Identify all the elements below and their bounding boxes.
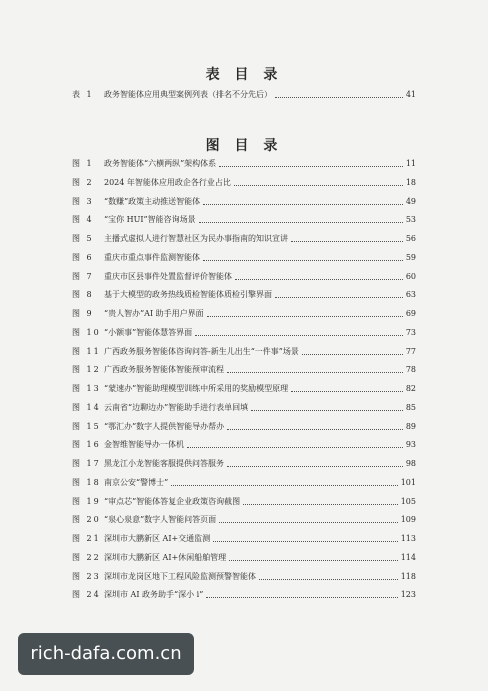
figure-entry: [72, 270, 416, 282]
entry-number: 图 3: [72, 196, 94, 206]
entry-number: 图 18: [72, 477, 101, 487]
entry-number: 图 8: [72, 290, 94, 300]
entry-title: “贵人智办”AI 助手用户界面: [104, 309, 204, 318]
entry-page-number: 82: [405, 384, 416, 393]
tables-heading: 表 目 录: [205, 67, 283, 83]
entry-number: 图 4: [72, 215, 94, 225]
figure-entry: [72, 457, 416, 469]
entry-number: 图 23: [72, 571, 101, 581]
dot-leader: [291, 241, 403, 242]
entry-page-number: 18: [405, 177, 416, 187]
entry-number: 图 9: [72, 309, 94, 318]
dot-leader: [187, 447, 403, 448]
entry-number: 图 15: [72, 421, 101, 431]
entry-number: 表 1: [72, 90, 94, 99]
dot-leader: [195, 335, 403, 336]
entry-number: 图 22: [72, 552, 101, 562]
dot-leader: [171, 485, 398, 486]
dot-leader: [275, 297, 403, 298]
entry-title: “数赚”政策主动推送智能体: [104, 196, 201, 206]
entry-number: 图 16: [72, 440, 101, 450]
dot-leader: [234, 185, 403, 186]
entry-page-number: 114: [400, 552, 416, 562]
entry-title: “鄂汇办”数字人提供智能导办帮办: [104, 421, 225, 431]
entry-number: 图 19: [72, 496, 101, 506]
entry-title: 云南省“边聊边办”智能助手进行表单回填: [104, 402, 249, 412]
entry-title: 黑龙江小龙智能客服提供问答服务: [104, 459, 224, 468]
entry-title: “宝你 HUI”智能咨询场景: [104, 215, 196, 225]
figure-entry: [72, 251, 416, 263]
dot-leader: [251, 410, 403, 411]
entry-page-number: 41: [405, 90, 416, 99]
dot-leader: [302, 354, 403, 355]
figure-entry: [72, 345, 416, 357]
entry-page-number: 60: [405, 271, 416, 281]
entry-title: 基于大模型的政务热线质检智能体质检引擎界面: [104, 290, 272, 300]
dot-leader: [259, 579, 398, 580]
entry-page-number: 73: [405, 327, 416, 337]
dot-leader: [229, 560, 398, 561]
figure-entry: [72, 288, 416, 300]
figure-entry: [72, 382, 416, 394]
entry-title: “审点芯”智能体答复企业政策咨询截图: [104, 496, 241, 506]
entry-title: 广西政务服务智能体智能预审流程: [104, 365, 224, 375]
entry-page-number: 89: [405, 421, 416, 431]
dot-leader: [199, 222, 403, 223]
entry-title: “蒙速办”智能助理模型训练中所采用的奖励模型原理: [104, 384, 289, 393]
entry-title: 2024 年智能体应用政企各行业占比: [104, 177, 231, 187]
entry-title: 政务智能体“六横两纵”架构体系: [104, 159, 217, 168]
entry-number: 图 14: [72, 402, 101, 412]
entry-page-number: 98: [405, 459, 416, 468]
figure-entry: [72, 157, 416, 169]
entry-number: 图 21: [72, 534, 101, 543]
figure-entry: [72, 232, 416, 244]
dot-leader: [213, 541, 398, 542]
entry-title: 主播式虚拟人进行智慧社区为民办事指南的知识宣讲: [104, 234, 288, 243]
entry-title: 深圳市龙岗区地下工程风险监测预警智能体: [104, 571, 256, 581]
dot-leader: [206, 597, 397, 598]
entry-page-number: 11: [405, 159, 416, 168]
entry-title: 金智维智能导办一体机: [104, 440, 184, 450]
dot-leader: [219, 166, 403, 167]
entry-title: 南京公安“警博士”: [104, 477, 169, 487]
entry-number: 图 10: [72, 327, 101, 337]
entry-page-number: 105: [400, 496, 416, 506]
dot-leader: [219, 522, 398, 523]
figures-heading: 图 目 录: [205, 138, 283, 154]
entry-title: 广西政务服务智能体咨询问答-新生儿出生“一件事”场景: [104, 346, 299, 356]
entry-number: 图 11: [72, 346, 101, 356]
figure-entry: [72, 495, 416, 507]
entry-page-number: 123: [400, 590, 416, 600]
watermark-badge: rich-dafa.com.cn: [18, 633, 194, 675]
entry-title: 深圳市 AI 政务助手“深小 i”: [104, 590, 204, 600]
figure-entry: [72, 532, 416, 544]
figure-entry: [72, 438, 416, 450]
entry-number: 图 17: [72, 459, 101, 468]
dot-leader: [235, 279, 403, 280]
dot-leader: [203, 204, 403, 205]
figure-entry: [72, 195, 416, 207]
entry-title: 重庆市区县事件处置监督评价智能体: [104, 271, 232, 281]
entry-page-number: 101: [400, 477, 416, 487]
entry-page-number: 109: [400, 515, 416, 525]
dot-leader: [227, 429, 403, 430]
entry-page-number: 59: [405, 252, 416, 262]
entry-number: 图 5: [72, 234, 94, 243]
entry-page-number: 53: [405, 215, 416, 225]
figure-entry: [72, 420, 416, 432]
entry-number: 图 2: [72, 177, 94, 187]
entry-number: 图 7: [72, 271, 94, 281]
table-entry: [72, 88, 416, 100]
entry-title: 重庆市重点事件监测智能体: [104, 252, 200, 262]
entry-number: 图 20: [72, 515, 101, 525]
dot-leader: [243, 504, 398, 505]
entry-page-number: 113: [400, 534, 416, 543]
entry-number: 图 13: [72, 384, 101, 393]
entry-number: 图 12: [72, 365, 101, 375]
entry-title: 深圳市大鹏新区 AI+休闲船舶管理: [104, 552, 227, 562]
entry-page-number: 77: [405, 346, 416, 356]
dot-leader: [275, 97, 403, 98]
entry-title: “泉心泉意”数字人智能问答页面: [104, 515, 217, 525]
figure-entry: [72, 551, 416, 563]
entry-number: 图 24: [72, 590, 101, 600]
entry-page-number: 63: [405, 290, 416, 300]
entry-page-number: 93: [405, 440, 416, 450]
figure-entry: [72, 326, 416, 338]
entry-page-number: 49: [405, 196, 416, 206]
figure-entry: [72, 213, 416, 225]
entry-number: 图 1: [72, 159, 94, 168]
figure-entry: [72, 176, 416, 188]
figure-entry: [72, 307, 416, 319]
figure-entry: [72, 401, 416, 413]
figure-entry: [72, 570, 416, 582]
figure-entry: [72, 588, 416, 600]
entry-page-number: 78: [405, 365, 416, 375]
figure-entry: [72, 513, 416, 525]
entry-page-number: 69: [405, 309, 416, 318]
dot-leader: [207, 316, 403, 317]
figure-entry: [72, 363, 416, 375]
dot-leader: [227, 466, 403, 467]
dot-leader: [227, 372, 403, 373]
dot-leader: [291, 391, 403, 392]
entry-page-number: 118: [400, 571, 416, 581]
entry-title: 深圳市大鹏新区 AI+交通监测: [104, 534, 211, 543]
entry-title: 政务智能体应用典型案例列表（排名不分先后）: [104, 90, 272, 99]
entry-title: “小额事”智能体慧答界面: [104, 327, 193, 337]
entry-number: 图 6: [72, 252, 94, 262]
figure-entry: [72, 476, 416, 488]
entry-page-number: 56: [405, 234, 416, 243]
dot-leader: [203, 260, 403, 261]
entry-page-number: 85: [405, 402, 416, 412]
